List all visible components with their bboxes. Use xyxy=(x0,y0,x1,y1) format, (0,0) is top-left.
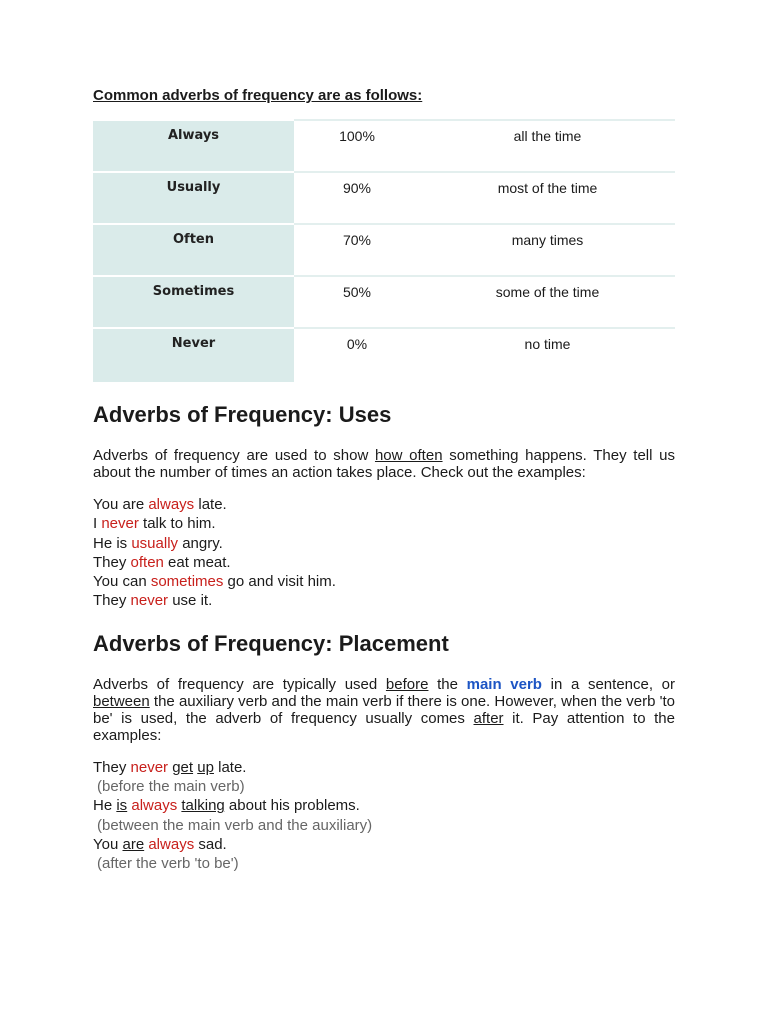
example-text: They xyxy=(93,592,131,610)
placement-text: the xyxy=(428,675,467,693)
placement-examples xyxy=(93,758,675,874)
meaning-cell: some of the time xyxy=(420,276,675,328)
adverb-cell: Usually xyxy=(93,172,294,224)
example-adverb: never xyxy=(130,592,169,610)
example-text: They xyxy=(93,758,131,776)
after-word: after xyxy=(473,709,504,727)
example-text: eat meat. xyxy=(163,553,231,571)
example-text: You xyxy=(93,835,123,853)
example-text: They xyxy=(93,553,131,571)
example-note: (before the main verb) xyxy=(97,778,245,796)
adverb-cell: Always xyxy=(93,120,294,172)
example-adverb: sometimes xyxy=(150,573,224,591)
adverb-cell: Sometimes xyxy=(93,276,294,328)
example-text: talk to him. xyxy=(138,515,216,533)
example-adverb: always xyxy=(148,835,195,853)
placement-text: in a sentence, or xyxy=(541,675,676,693)
adverb-cell: Never xyxy=(93,328,294,382)
example-text: sad. xyxy=(194,835,227,853)
example-verb: are xyxy=(122,835,145,853)
percent-cell: 70% xyxy=(294,224,420,276)
document-page xyxy=(93,86,675,874)
example-adverb: always xyxy=(131,797,178,815)
example-text: go and visit him. xyxy=(223,573,336,591)
example-sentence xyxy=(93,572,675,591)
between-word: between xyxy=(93,692,150,710)
example-text: use it. xyxy=(168,592,213,610)
percent-cell: 90% xyxy=(294,172,420,224)
placement-text: it. Pay attention to the examples: xyxy=(93,709,675,744)
example-note: (between the main verb and the auxiliary) xyxy=(97,816,373,834)
example-adverb: never xyxy=(130,758,169,776)
frequency-table xyxy=(93,119,675,382)
example-text: about his problems. xyxy=(224,797,360,815)
meaning-cell: many times xyxy=(420,224,675,276)
uses-text: Adverbs of frequency are used to show xyxy=(93,447,375,464)
table-row xyxy=(93,328,675,382)
uses-text: something happens. They tell us about the number of times an action takes place. Check out the examples: xyxy=(93,447,676,481)
example-text: You are xyxy=(93,496,149,513)
meaning-cell: all the time xyxy=(420,120,675,172)
example-sentence xyxy=(93,796,675,815)
uses-paragraph xyxy=(93,447,675,481)
placement-text: the auxiliary verb and the main verb if there is one. However, when the verb 'to be' is used, the adverb of frequency usually comes xyxy=(93,692,675,727)
placement-heading: Adverbs of Frequency: Placement xyxy=(93,630,449,656)
placement-text: Adverbs of frequency are typically used xyxy=(93,675,386,693)
example-verb: is xyxy=(116,797,128,815)
main-verb-term: main verb xyxy=(466,675,542,693)
example-note: (after the verb 'to be') xyxy=(97,855,239,873)
meaning-cell: most of the time xyxy=(420,172,675,224)
example-adverb: never xyxy=(101,515,139,533)
table-row xyxy=(93,224,675,276)
example-sentence xyxy=(93,758,675,777)
example-text: late. xyxy=(213,758,247,776)
example-text: He is xyxy=(93,534,132,552)
example-sentence xyxy=(93,553,675,572)
example-verb: get xyxy=(172,758,194,776)
adverb-cell: Often xyxy=(93,224,294,276)
example-text: I xyxy=(93,515,102,533)
percent-cell: 50% xyxy=(294,276,420,328)
example-sentence xyxy=(93,591,675,610)
example-verb: talking xyxy=(181,797,225,815)
percent-cell: 0% xyxy=(294,328,420,382)
example-sentence xyxy=(93,514,675,533)
uses-examples xyxy=(93,495,675,611)
example-sentence xyxy=(93,835,675,854)
placement-paragraph xyxy=(93,676,675,744)
example-adverb: often xyxy=(130,553,164,571)
example-sentence xyxy=(93,534,675,553)
table-row xyxy=(93,172,675,224)
example-adverb: always xyxy=(148,496,195,513)
example-text: He xyxy=(93,797,117,815)
uses-heading: Adverbs of Frequency: Uses xyxy=(93,402,392,427)
example-verb: up xyxy=(197,758,214,776)
example-text: late. xyxy=(194,496,227,513)
how-often-link: how often xyxy=(374,447,443,464)
example-sentence xyxy=(93,495,675,514)
example-adverb: usually xyxy=(131,534,179,552)
table-row xyxy=(93,276,675,328)
intro-heading: Common adverbs of frequency are as follows: xyxy=(93,87,423,104)
percent-cell: 100% xyxy=(294,120,420,172)
example-text: angry. xyxy=(178,534,223,552)
before-word: before xyxy=(385,675,429,693)
table-row xyxy=(93,120,675,172)
meaning-cell: no time xyxy=(420,328,675,382)
example-text: You can xyxy=(93,573,151,591)
